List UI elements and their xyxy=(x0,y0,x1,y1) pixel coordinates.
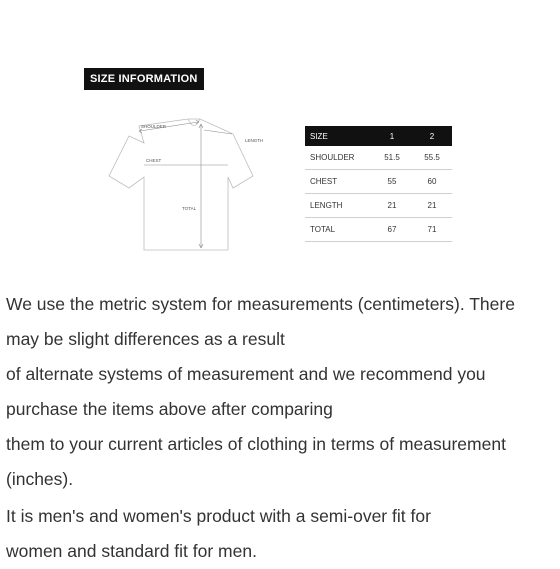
table-row xyxy=(305,218,452,242)
size-header-cell: SIZE xyxy=(305,126,372,146)
description-line: purchase the items above after comparing xyxy=(6,399,333,419)
section-heading: SIZE INFORMATION xyxy=(84,68,204,90)
row-label-chest: CHEST xyxy=(305,170,372,194)
shoulder-label: SHOULDER xyxy=(141,124,167,129)
table-cell: 51.5 xyxy=(372,146,412,170)
description-line: may be slight differences as a result xyxy=(6,329,285,349)
table-row xyxy=(305,170,452,194)
size-table xyxy=(305,126,452,242)
table-row xyxy=(305,194,452,218)
row-label-total: TOTAL xyxy=(305,218,372,242)
table-cell: 67 xyxy=(372,218,412,242)
description-line: We use the metric system for measurements (centimeters). There xyxy=(6,294,515,314)
description-line: (inches). xyxy=(6,469,74,489)
tshirt-measurement-diagram xyxy=(104,112,274,257)
size-1-header-cell: 1 xyxy=(372,126,412,146)
total-label: TOTAL xyxy=(182,206,197,211)
length-label: LENGTH xyxy=(245,138,264,143)
table-cell: 60 xyxy=(412,170,452,194)
description-line: them to your current articles of clothing in terms of measurement xyxy=(6,434,506,454)
row-label-length: LENGTH xyxy=(305,194,372,218)
fit-note-line: It is men's and women's product with a semi-over fit for xyxy=(6,506,431,526)
table-row xyxy=(305,146,452,170)
fit-note-line: women and standard fit for men. xyxy=(6,541,257,561)
table-cell: 21 xyxy=(412,194,452,218)
table-cell: 21 xyxy=(372,194,412,218)
table-cell: 55.5 xyxy=(412,146,452,170)
row-label-shoulder: SHOULDER xyxy=(305,146,372,170)
size-2-header-cell: 2 xyxy=(412,126,452,146)
tshirt-outline-icon xyxy=(104,112,274,257)
chest-label: CHEST xyxy=(146,158,162,163)
table-cell: 55 xyxy=(372,170,412,194)
size-description xyxy=(6,287,558,569)
table-cell: 71 xyxy=(412,218,452,242)
description-line: of alternate systems of measurement and we recommend you xyxy=(6,364,486,384)
size-table-header-row xyxy=(305,126,452,146)
